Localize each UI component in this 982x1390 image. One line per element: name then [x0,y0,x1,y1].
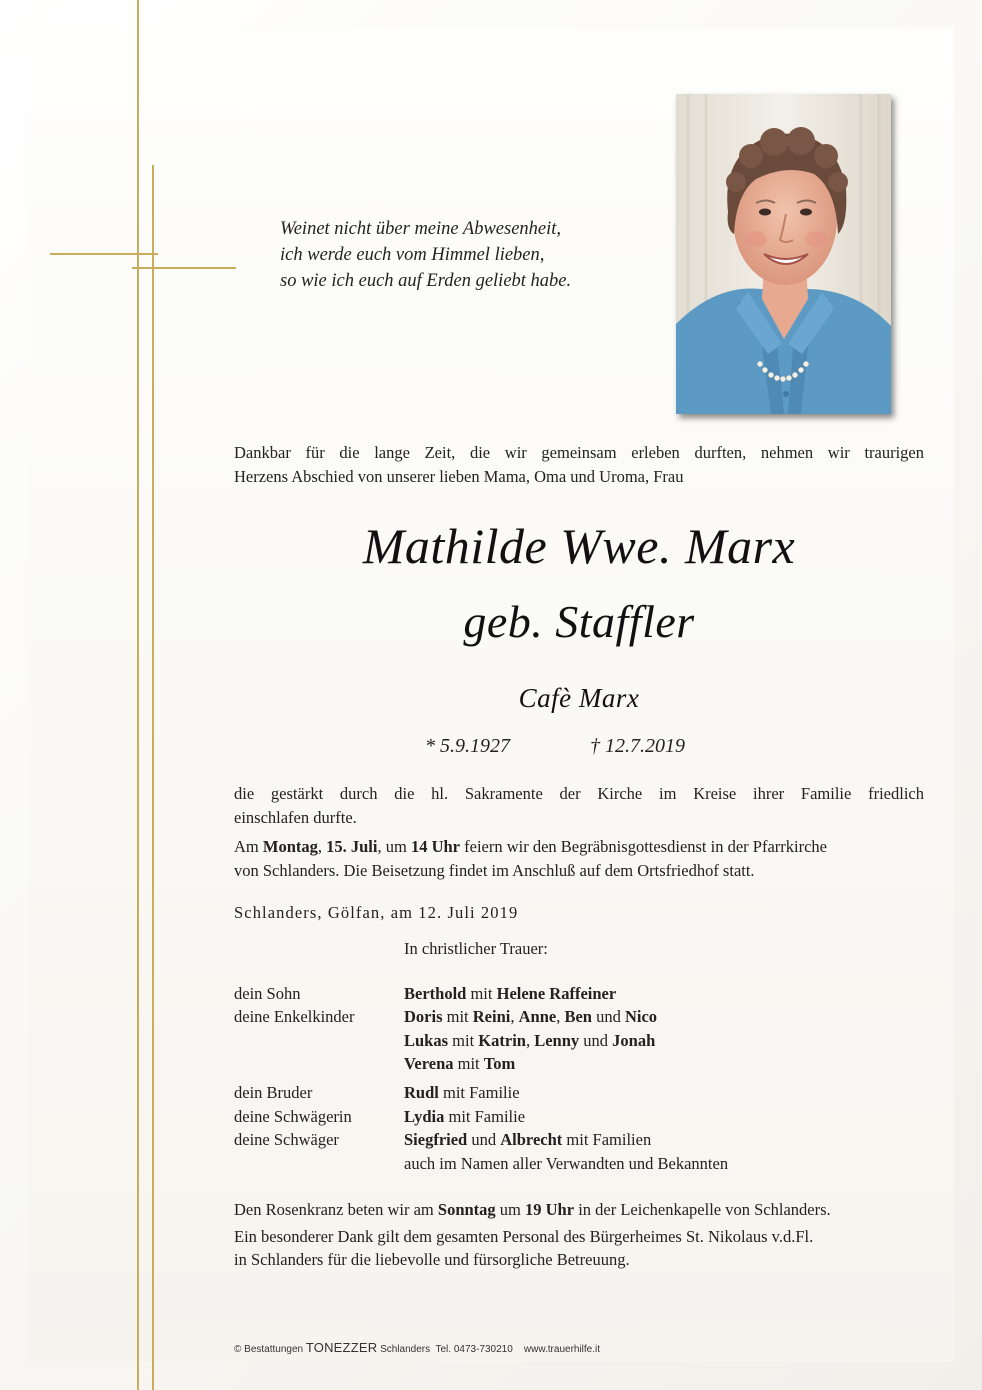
relative-name: Lukas [404,1031,449,1050]
funeral-date: 15. Juli [326,837,378,856]
quote-line: so wie ich euch auf Erden geliebt habe. [280,271,572,291]
maiden-name: geb. Staffler [463,596,695,647]
passing-text [234,782,924,829]
text-run: in der Leichenkapelle von Schlanders. [574,1200,831,1219]
text-run: feiern wir den Begräbnisgottesdienst in der Pfarrkirche [460,837,828,856]
place-date: Schlanders, Gölfan, am 12. Juli 2019 [234,903,519,922]
relatives-entry [404,1005,657,1029]
deceased-name: Mathilde Wwe. Marx [362,518,796,574]
relative-name: Nico [624,1007,658,1026]
birth-date: * 5.9.1927 [425,735,510,757]
relatives-entry [404,1105,525,1129]
death-date: † 12.7.2019 [590,735,685,757]
relative-name: Siegfried [404,1130,468,1149]
undertaker-footer [234,1340,600,1355]
relative-name: Tom [483,1054,516,1073]
relative-name: Verena [404,1054,454,1073]
relative-name: Jonah [612,1031,656,1050]
quote-line: ich werde euch vom Himmel lieben, [280,245,545,265]
rosary-time: 19 Uhr [525,1200,575,1219]
mourning-heading: In christlicher Trauer: [404,939,548,958]
portrait-photo [676,94,891,414]
text-run: und [591,1007,625,1026]
text-run: , [556,1007,565,1026]
relative-name: Lydia [404,1107,445,1126]
closing-text [234,1198,924,1272]
funeral-time: 14 Uhr [410,837,460,856]
text-run: und [467,1130,501,1149]
text-run: Am [234,837,263,856]
quote-line: Weinet nicht über meine Abwesenheit, [280,219,562,239]
relative-name: Anne [518,1007,557,1026]
relation-label: dein Bruder [234,1083,313,1102]
text-run: mit [453,1054,484,1073]
relatives-closing: auch im Namen aller Verwandten und Bekannten [404,1154,729,1173]
text-run: Den Rosenkranz beten wir am [234,1200,438,1219]
relative-name: Albrecht [500,1130,563,1149]
rosary-day: Sonntag [437,1200,496,1219]
rosary-line [234,1198,924,1222]
text-run: , [525,1031,535,1050]
funeral-text [234,835,924,882]
relation-label: dein Sohn [234,984,301,1003]
text-run: mit [448,1031,479,1050]
relatives-entry [404,982,616,1006]
funeral-line-1 [234,835,924,859]
body-line: einschlafen durfte. [234,807,357,827]
thanks-line: in Schlanders für die liebevolle und fürsorgliche Betreuung. [234,1250,630,1269]
relatives-entry [404,1052,515,1076]
business-note: Cafè Marx [518,683,640,713]
relative-name: Lenny [534,1031,580,1050]
thanks-line: Ein besonderer Dank gilt dem gesamten Personal des Bürgerheimes St. Nikolaus v.d.Fl. [234,1226,814,1246]
text-run: mit [466,984,497,1003]
text-run: und [579,1031,613,1050]
intro-line: Herzens Abschied von unserer lieben Mama, Oma und Uroma, Frau [234,466,684,486]
text-run: , [510,1007,519,1026]
relative-name: Helene Raffeiner [496,984,617,1003]
relative-name: Reini [472,1007,511,1026]
text-run: mit [442,1007,473,1026]
footer-prefix: © Bestattungen [234,1344,306,1355]
undertaker-brand: TONEZZER [305,1340,378,1355]
funeral-line-2: von Schlanders. Die Beisetzung findet im Anschluß auf dem Ortsfriedhof statt. [234,860,755,880]
memorial-quote [280,216,660,294]
relation-label: deine Schwägerin [234,1107,352,1126]
relative-name: Katrin [478,1031,526,1050]
text-run: um [495,1200,526,1219]
text-run: , um [377,837,411,856]
relatives-entry [404,1029,655,1053]
text-run: mit Familie [438,1083,520,1102]
relatives-entry [404,1128,651,1152]
intro-text [234,441,924,488]
body-line: die gestärkt durch die hl. Sakramente der Kirche im Kreise ihrer Familie friedlich [234,784,924,803]
text-run: mit Familie [444,1107,526,1126]
funeral-day: Montag [262,837,318,856]
relative-name: Ben [564,1007,592,1026]
relation-label: deine Enkelkinder [234,1007,355,1026]
intro-line: Dankbar für die lange Zeit, die wir gemeinsam erleben durften, nehmen wir traurigen [234,443,924,462]
footer-contact: Schlanders Tel. 0473-730210 www.trauerhilfe.it [377,1344,601,1355]
relative-name: Berthold [404,984,467,1003]
text-run: , [317,837,327,856]
text-run: mit Familien [562,1130,652,1149]
relative-name: Rudl [404,1083,439,1102]
relatives-entry [404,1081,520,1105]
relation-label: deine Schwäger [234,1130,339,1149]
relative-name: Doris [404,1007,443,1026]
